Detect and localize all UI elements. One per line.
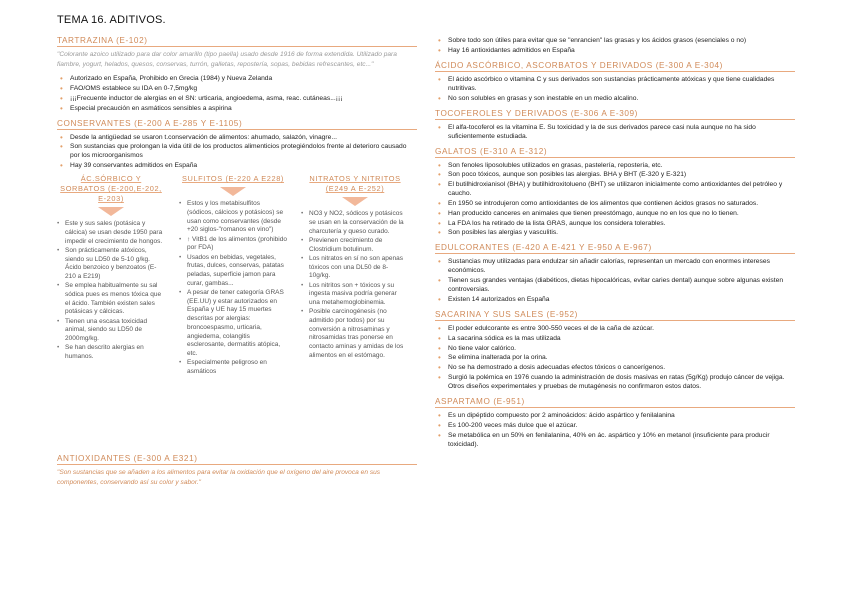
list-item: • A pesar de tener categoría GRAS (EE.UU) y estar autorizados en España y UE hay 15 muertes descritas por alergias: broncoespasmo, urticaria, angiedema, colangitis esclerosante, dermatitis atópica, etc. <box>179 289 287 359</box>
list-item: • Son prácticamente atóxicos, siendo su LD50 de 5-10 g/kg. Ácido benzoico y benzoatos (E-210 a E219) <box>57 247 165 282</box>
list-item: • Existen 14 autorizados en España <box>435 295 795 304</box>
antioxidantes-continued-list <box>435 36 795 55</box>
subcolumn-sulfitos <box>179 174 287 377</box>
list-item: • Desde la antigüedad se usaron t.conservación de alimentos: ahumado, salazón, vinagre... <box>57 133 417 142</box>
list-item: • Los nitritos son + tóxicos y su ingesta masiva podría generar una metahemoglobinemia. <box>301 282 409 308</box>
tartrazina-list <box>57 74 417 112</box>
down-arrow-icon <box>220 187 246 196</box>
list-item: • FAO/OMS establece su IDA en 0-7,5mg/kg <box>57 84 417 93</box>
list-item: • La sacarina sódica es la mas utilizada <box>435 334 795 343</box>
list-item: • Es un dipéptido compuesto por 2 aminoácidos: ácido aspártico y fenilalanina <box>435 411 795 420</box>
subcolumn-sorbatos <box>57 174 165 362</box>
list-item: • Sobre todo son útiles para evitar que se "enrancien" las grasas y los ácidos grasos (esenciales o no) <box>435 36 795 45</box>
list-item: • ↑ VitB1 de los alimentos (prohibido por FDA) <box>179 236 287 253</box>
antioxidantes-quote: "Son sustancias que se añaden a los alimentos para evitar la oxidación que el oxígeno del aire provoca en sus componentes, conservando así su color y sabor." <box>57 469 381 486</box>
nitratos-list <box>301 210 409 360</box>
list-item: • Estos y los metabisulfitos (sódicos, cálcicos y potásicos) se usan como conservantes (desde +20 siglos-"romanos en vino") <box>179 200 287 235</box>
section-heading-tocoferoles: TOCOFEROLES Y DERIVADOS (E-306 A E-309) <box>435 109 795 120</box>
list-item: • Hay 16 antioxidantes admitidos en España <box>435 46 795 55</box>
list-item: • Son sustancias que prolongan la vida útil de los productos alimenticios protegiéndolos frente al deterioro causado por los microorganismos <box>57 142 417 160</box>
section-heading-aspartamo: ASPARTAMO (E-951) <box>435 397 795 408</box>
sub-heading-nitratos: NITRATOS Y NITRITOS (E249 A E-252) <box>309 174 401 194</box>
list-item: • Son fenoles liposolubles utilizados en grasas, pastelería, repostería, etc. <box>435 161 795 170</box>
list-item: • Se han descrito alergias en humanos. <box>57 344 165 361</box>
list-item: • Han producido canceres en animales que tienen preestómago, aunque no en los que no lo tienen. <box>435 209 795 218</box>
section-heading-tartrazina: TARTRAZINA (E-102) <box>57 36 417 47</box>
list-item: • Usados en bebidas, vegetales, frutas, dulces, conservas, patatas peladas, superficie jamon para curar, gambas... <box>179 254 287 289</box>
list-item: • No son solubles en grasas y son inestable en un medio alcalino. <box>435 94 795 103</box>
conservantes-list <box>57 133 417 171</box>
list-item: • Tienen sus grandes ventajas (diabéticos, dietas hipocalóricas, evitar caries dental) aunque sobre algunas existen controversias. <box>435 276 795 294</box>
list-item: • Este y sus sales (potásica y cálcica) se usan desde 1950 para impedir el crecimiento de hongos. <box>57 220 165 246</box>
list-item: • Tienen una escasa toxicidad animal, siendo su LD50 de 2000mg/kg. <box>57 318 165 344</box>
edulcorantes-list <box>435 257 795 304</box>
list-item: • No se ha demostrado a dosis adecuadas efectos tóxicos o cancerígenos. <box>435 363 795 372</box>
list-item: • Se metabólica en un 50% en fenilalanina, 40% en ác. aspártico y 10% en metanol (insuficiente para producir toxicidad). <box>435 431 795 449</box>
section-heading-edulcorantes: EDULCORANTES (E-420 A E-421 Y E-950 A E-967) <box>435 243 795 254</box>
list-item: • Autorizado en España, Prohibido en Grecia (1984) y Nueva Zelanda <box>57 74 417 83</box>
list-item: • El poder edulcorante es entre 300-550 veces el de la caña de azúcar. <box>435 324 795 333</box>
list-item: • Son posibles las alergias y vasculitis. <box>435 228 795 237</box>
list-item: • Surgió la polémica en 1976 cuando la administración de dosis masivas en ratas (5g/Kg) produjo cáncer de vejiga. Otros diseños experimentales y pruebas de mutagénesis no confirmaron estos datos. <box>435 373 795 391</box>
section-heading-sacarina: SACARINA Y SUS SALES (E-952) <box>435 310 795 321</box>
list-item: • El butilhidroxianisol (BHA) y butilhidroxitolueno (BHT) se utilizaron inicialmente como antioxidantes del petróleo y caucho. <box>435 180 795 198</box>
list-item: • No tiene valor calórico. <box>435 344 795 353</box>
list-item: • Es 100-200 veces más dulce que el azúcar. <box>435 421 795 430</box>
ascorbico-list <box>435 75 795 103</box>
list-item: • El ácido ascórbico o vitamina C y sus derivados son sustancias prácticamente atóxicas y que tiene cualidades nutritivas. <box>435 75 795 93</box>
list-item: • Posible carcinogénesis (no admitido por todos) por su conversión a nitrosaminas y nitrosamidas tras ponerse en contacto aminas y amidas de los alimentos en el estómago. <box>301 308 409 360</box>
section-heading-galatos: GALATOS (E-310 A E-312) <box>435 147 795 158</box>
sorbatos-list <box>57 220 165 362</box>
tartrazina-quote: "Colorante azoico utilizado para dar color amarillo (tipo paella) usado desde 1916 de forma extendida. Utilizado para fiambre, yogurt, helados, quesos, conservas, turrón, galletas, repostería, sopas, bebidas refrescantes, etc..." <box>57 51 397 68</box>
aspartamo-list <box>435 411 795 449</box>
list-item: • Sustancias muy utilizadas para endulzar sin añadir calorías, representan un mercado con enormes intereses económicos. <box>435 257 795 275</box>
list-item: • Previenen crecimiento de Clostridium botulinum. <box>301 237 409 254</box>
list-item: • ¡¡¡Frecuente inductor de alergias en el SN: urticaria, angioedema, asma, reac. cutáneas...¡¡¡ <box>57 94 417 103</box>
sulfitos-list <box>179 200 287 376</box>
list-item: • Se elimina inalterada por la orina. <box>435 353 795 362</box>
conservantes-subcolumns <box>57 174 417 454</box>
list-item: • Especial precaución en asmáticos sensibles a aspirina <box>57 104 417 113</box>
galatos-list <box>435 161 795 238</box>
page-title: TEMA 16. ADITIVOS. <box>57 14 166 26</box>
list-item: • Se emplea habitualmente su sal sódica pues es menos tóxica que el ácido. También existen sales potásicas y cálcicas. <box>57 282 165 317</box>
list-item: • La FDA los ha retirado de la lista GRAS, aunque los considera tolerables. <box>435 219 795 228</box>
section-heading-antioxidantes: ANTIOXIDANTES (E-300 A E321) <box>57 454 417 465</box>
section-heading-conservantes: CONSERVANTES (E-200 A E-285 Y E-1105) <box>57 119 417 130</box>
list-item: • En 1950 se introdujeron como antioxidantes de los alimentos que contienen ácidos grasos no saturados. <box>435 199 795 208</box>
list-item: • Son poco tóxicos, aunque son posibles las alergias. BHA y BHT (E-320 y E-321) <box>435 170 795 179</box>
right-column <box>435 36 795 452</box>
list-item: • Especialmente peligroso en asmáticos <box>179 359 287 376</box>
list-item: • NO3 y NO2, sódicos y potásicos se usan en la conservación de la charcutería y queso curado. <box>301 210 409 236</box>
list-item: • Hay 39 conservantes admitidos en España <box>57 161 417 170</box>
list-item: • Los nitratos en sí no son apenas tóxicos con una DL50 de 8-10g/kg. <box>301 255 409 281</box>
sacarina-list <box>435 324 795 391</box>
sub-heading-sorbatos: ÁC.SÓRBICO Y SORBATOS (E-200,E-202, E-203) <box>60 174 162 204</box>
left-column <box>57 36 417 492</box>
section-heading-ascorbico: ÁCIDO ASCÓRBICO, ASCORBATOS Y DERIVADOS (E-300 A E-304) <box>435 61 795 72</box>
list-item: • El alfa-tocoferol es la vitamina E. Su toxicidad y la de sus derivados parece casi nula aunque no ha sido suficientemente estudiada. <box>435 123 795 141</box>
subcolumn-nitratos <box>301 174 409 361</box>
sub-heading-sulfitos: SULFITOS (E-220 A E228) <box>182 174 284 184</box>
down-arrow-icon <box>342 197 368 206</box>
down-arrow-icon <box>98 207 124 216</box>
tocoferoles-list <box>435 123 795 141</box>
